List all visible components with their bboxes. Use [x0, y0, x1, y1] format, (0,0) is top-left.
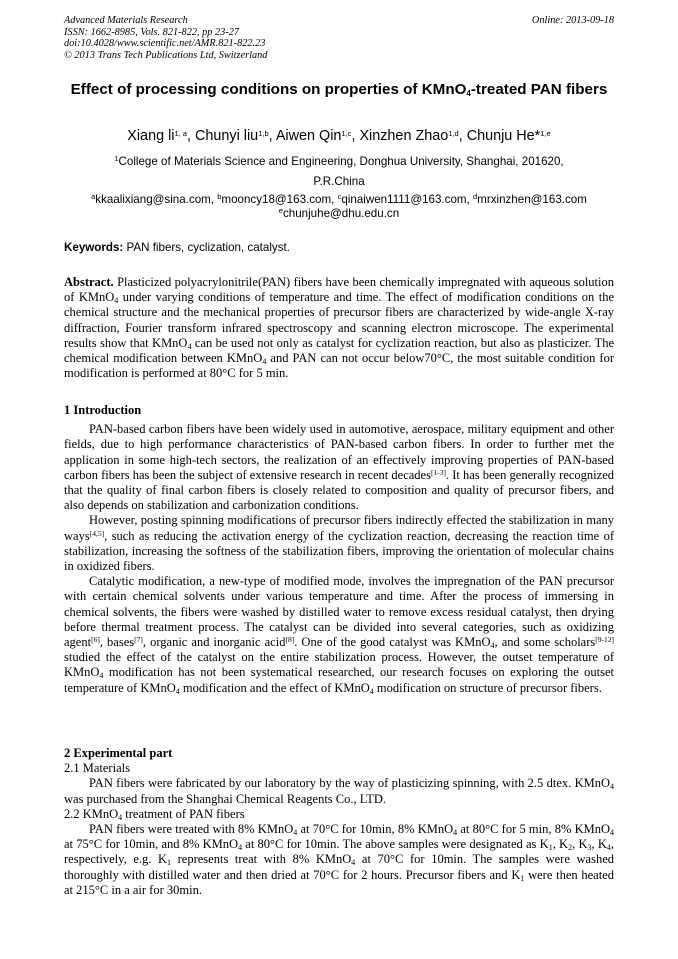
section-heading: 1 Introduction [64, 403, 142, 417]
affiliation: $^1$College of Materials Science and Engineering, Donghua University, Shanghai, 201620, P.R.China [114, 154, 564, 188]
paper-title: Effect of processing conditions on properties of KMnO$_4$-treated PAN fibers [70, 81, 608, 98]
section-heading: 2 Experimental part [64, 746, 173, 760]
introduction-section [64, 403, 614, 696]
paragraph: Catalytic modification, a new-type of modified mode, involves the impregnation of the PAN precursor with certain chemical solvents under various temperature and time. After the process of immersing in chemical solvents, the fibers were washed by distilled water to remove excess residual catalyst, then drying before thermal treatment process. The catalyst can be divided into several categories, such as oxidizing agent[6], bases[7], organic and inorganic acid[8]. One of the good catalyst was KMnO$_4$, and some scholars[9-12] studied the effect of the catalyst on the entire stabilization process. However, the outset temperature of KMnO$_4$ modification has not been systematical researched, our research focuses on exploring the outset temperature of KMnO$_4$ modification and the effect of KMnO$_4$ modification on structure of precursor fibers. [64, 574, 615, 696]
online-date: Online: 2013-09-18 [531, 15, 614, 26]
author: Xinzhen Zhao$^{1,d}$, [359, 128, 467, 144]
email: mrxinzhen@163.com [477, 193, 587, 206]
author: Chunyi liu$^{1,b}$, [194, 128, 276, 144]
author: Chunju He*$^{1,e}$ [466, 128, 551, 144]
experimental-section [64, 746, 614, 898]
email: chunjuhe@dhu.edu.cn [282, 206, 400, 220]
email: mooncy18@163.com, [221, 193, 338, 206]
journal-header [64, 15, 267, 61]
abstract: Abstract. Plasticized polyacrylonitrile(PAN) fibers have been chemically impregnated with aqueous solution of KMnO$_4$ under varying conditions of temperature and time. The effect of modification conditions on the chemical structure and the mechanical properties of precursor fibers are characterized by wide-angle X-ray diffraction, Fourier transform infrared spectroscopy and scanning electron microscope. The experimental results show that KMnO$_4$ can be used not only as catalyst for cyclization reaction, but also as plasticizer. The chemical modification between KMnO$_4$ and PAN can not occur below70°C, the most suitable condition for modification is performed at 80°C for 5 min. [64, 275, 614, 381]
paragraph: PAN-based carbon fibers have been widely used in automotive, aerospace, military equipment and other fields, due to high performance characteristics of PAN-based carbon fibers. In order to further met the application in some high-tech sectors, the realization of an effectively improving properties of PAN-based carbon fibers has been the subject of extensive research in recent decades[1-3]. It has been generally recognized that the quality of final carbon fibers is closely related to composition and quality of precursor fibers, and also depends on stabilization and carbonization conditions. [64, 422, 614, 513]
author: Aiwen Qin$^{1,c}$, [275, 128, 360, 144]
email: qinaiwen1111@163.com, [341, 193, 473, 206]
paragraph: However, posting spinning modifications of precursor fibers indirectly effected the stabilization in many ways[4,5], such as reducing the activation energy of the cyclization reaction, decreasing the reaction time of stabilization, increasing the softness of the stabilization fibers, improving the orientation of molecular chains in oxidized fibers. [64, 513, 614, 574]
subsection-heading: 2.1 Materials [64, 761, 130, 776]
doi: doi:10.4028/www.scientific.net/AMR.821-822.23 [64, 38, 266, 49]
keywords: Keywords: PAN fibers, cyclization, catalyst. [64, 241, 290, 254]
paragraph: PAN fibers were treated with 8% KMnO$_4$ at 70°C for 10min, 8% KMnO$_4$ at 80°C for 5 min, 8% KMnO$_4$ at 75°C for 10min, and 8% KMnO$_4$ at 80°C for 10min. The above samples were designated as $K_1$, $K_2$, $K_3$, $K_4$, respectively, e.g. $K_1$ represents treat with 8% KMnO$_4$ at 70°C for 10min. The samples were washed thoroughly with distilled water and then dried at 70°C for 2 hours. Precursor fibers and $K_1$ were then heated at 215°C in a air for 30min. [64, 822, 615, 897]
journal-name: Advanced Materials Research [64, 15, 188, 26]
paragraph: PAN fibers were fabricated by our laboratory by the way of plasticizing spinning, with 2.5 dtex. KMnO$_4$ was purchased from the Shanghai Chemical Reagents Co., LTD. [64, 776, 614, 806]
author-emails: $^a$kkaalixiang@sina.com, $^b$mooncy18@163.com, $^c$qinaiwen1111@163.com, $^d$mrxinzhen@163.com $^e$chunjuhe@dhu.edu.cn [91, 192, 587, 220]
author: Xiang li$^{1, a}$, [127, 128, 195, 144]
copyright: © 2013 Trans Tech Publications Ltd, Switzerland [64, 49, 268, 61]
subsection-heading: 2.2 KMnO$_4$ treatment of PAN fibers [64, 806, 245, 822]
email: kkaalixiang@sina.com, [95, 193, 218, 206]
author-list [64, 127, 614, 145]
issn: ISSN: 1662-8985, Vols. 821-822, pp 23-27 [64, 26, 240, 38]
